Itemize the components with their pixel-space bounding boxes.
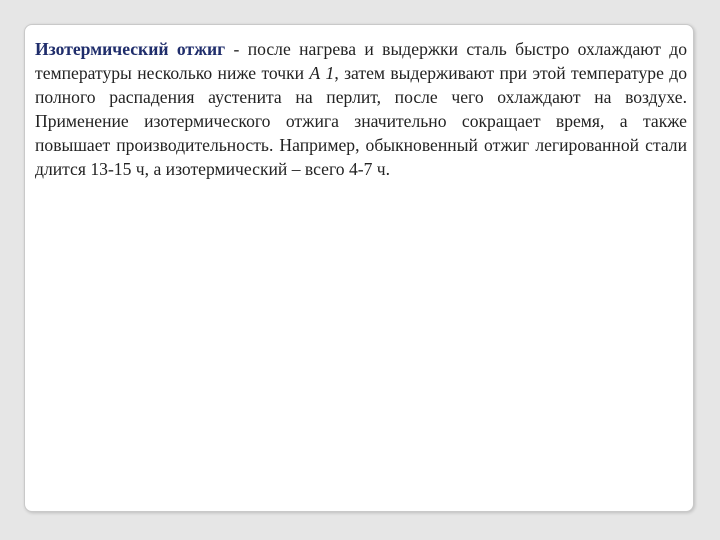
definition-text-part-1: - после нагрева и выдержки сталь быстро охлаждают до температуры несколько ниже точки: [35, 39, 687, 83]
definition-text-part-2: , затем выдерживают при этой температуре до полного распадения аустенита на перлит, после чего охлаждают на воздухе. Применение изотермического отжига значительно сокращает время, а также повышает производительность. Например, обыкновенный отжиг легированной стали длится 13-15 ч, а изотермический – всего 4-7 ч.: [35, 63, 687, 179]
slide-content-card: [24, 24, 694, 512]
term-heading: Изотермический отжиг: [35, 39, 226, 59]
critical-point-symbol: А 1: [309, 63, 335, 83]
paragraph-isothermal-annealing: [35, 37, 687, 181]
